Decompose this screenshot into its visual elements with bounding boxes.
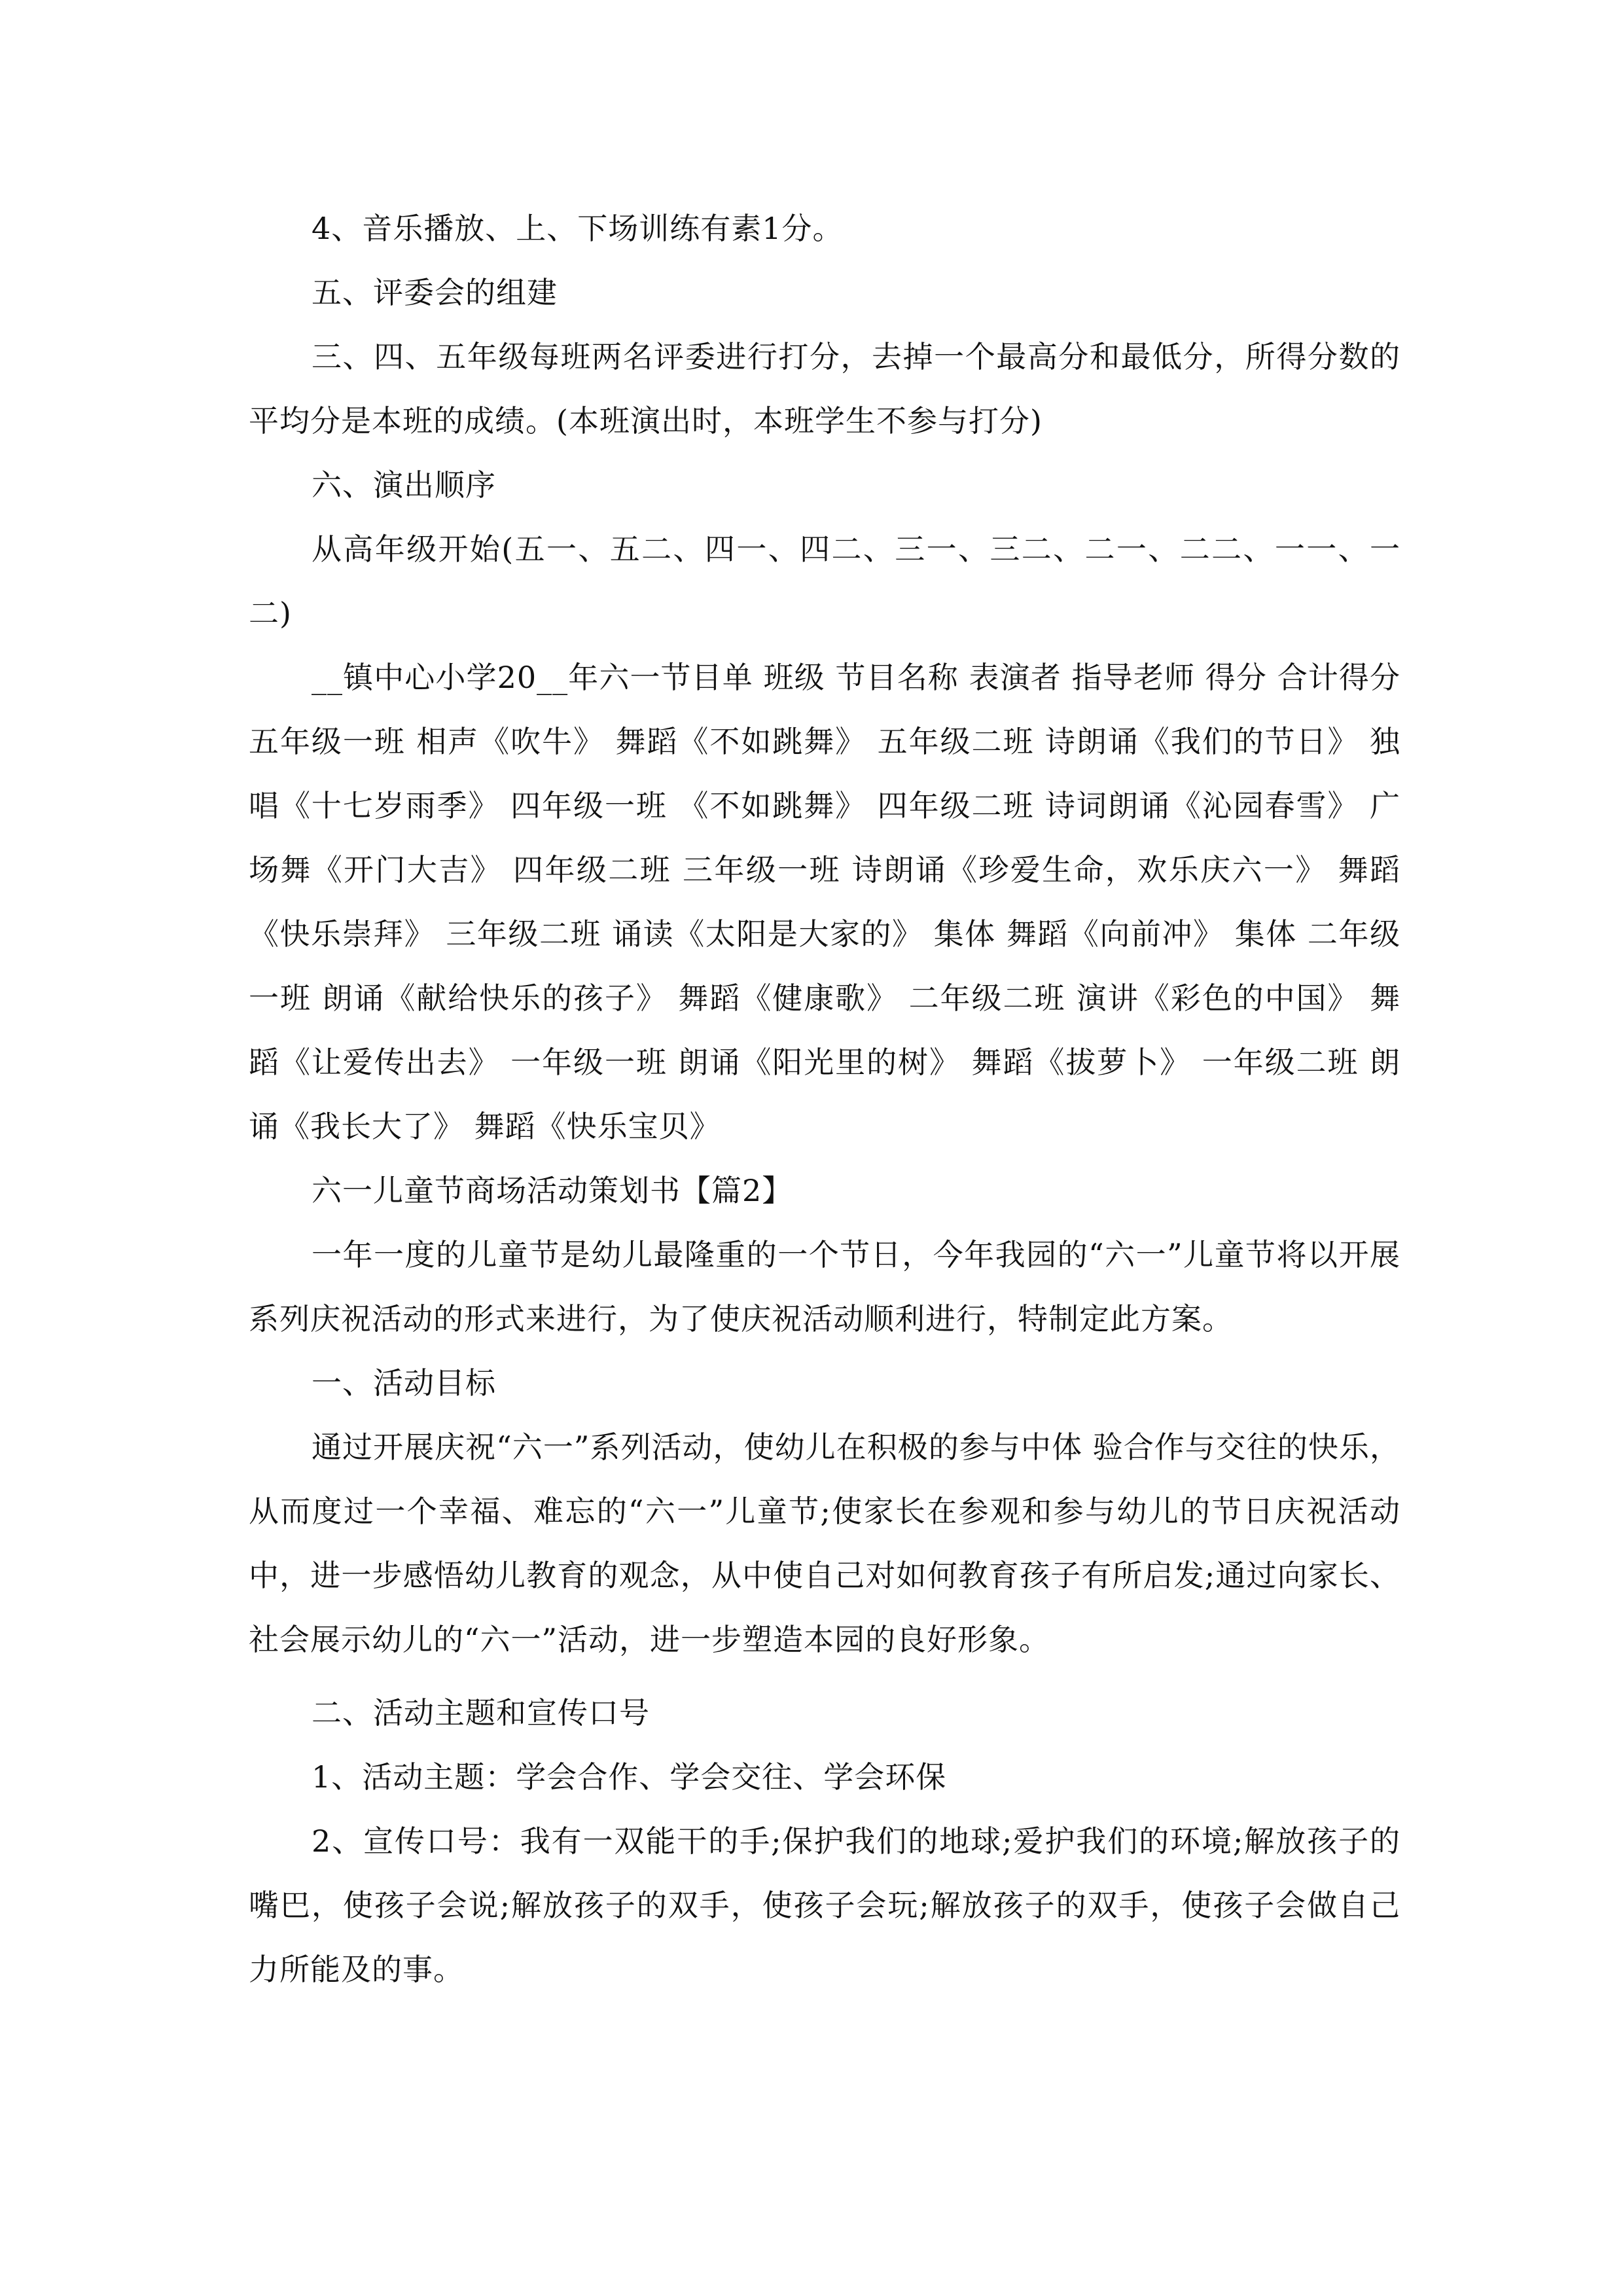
document-page — [249, 196, 1400, 2001]
paragraph-program-list: __镇中心小学20__年六一节目单 班级 节目名称 表演者 指导老师 得分 合计得分 五年级一班 相声《吹牛》 舞蹈《不如跳舞》 五年级二班 诗朗诵《我们的节日》 独唱《十七岁雨季》 四年级一班 《不如跳舞》 四年级二班 诗词朗诵《沁园春雪》 广场舞《开门大吉》 四年级二班 三年级一班 诗朗诵《珍爱生命，欢乐庆六一》 舞蹈《快乐崇拜》 三年级二班 诵读《太阳是大家的》 集体 舞蹈《向前冲》 集体 二年级一班 朗诵《献给快乐的孩子》 舞蹈《健康歌》 二年级二班 演讲《彩色的中国》 舞蹈《让爱传出去》 一年级一班 朗诵《阳光里的树》 舞蹈《拔萝卜》 一年级二班 朗诵《我长大了》 舞蹈《快乐宝贝》 — [249, 660, 1401, 1144]
paragraph-activity-goals: 通过开展庆祝“六一”系列活动，使幼儿在积极的参与中体 验合作与交往的快乐，从而度过一个幸福、难忘的“六一”儿童节;使家长在参观和参与幼儿的节日庆祝活动中，进一步感悟幼儿教育的观念，从中使自己对如何教育孩子有所启发;通过向家长、社会展示幼儿的“六一”活动，进一步塑造本园的良好形象。 — [249, 1429, 1400, 1657]
section-title-part2: 六一儿童节商场活动策划书【篇2】 — [312, 1173, 793, 1208]
paragraph-performance-order: 从高年级开始(五一、五二、四一、四二、三一、三二、二一、二二、一一、一二) — [249, 531, 1400, 631]
heading-activity-goals: 一、活动目标 — [312, 1365, 496, 1401]
paragraph-theme: 1、活动主题：学会合作、学会交往、学会环保 — [312, 1759, 947, 1795]
heading-performance-order: 六、演出顺序 — [312, 467, 496, 503]
paragraph-slogan: 2、宣传口号：我有一双能干的手;保护我们的地球;爱护我们的环境;解放孩子的嘴巴，使孩子会说;解放孩子的双手，使孩子会玩;解放孩子的双手，使孩子会做自己力所能及的事。 — [249, 1823, 1400, 1987]
paragraph-music-score: 4、音乐播放、上、下场训练有素1分。 — [312, 211, 844, 246]
paragraph-judges-scoring: 三、四、五年级每班两名评委进行打分，去掉一个最高分和最低分，所得分数的平均分是本班的成绩。(本班演出时，本班学生不参与打分) — [249, 339, 1400, 439]
heading-judges: 五、评委会的组建 — [312, 275, 558, 310]
paragraph-intro: 一年一度的儿童节是幼儿最隆重的一个节日，今年我园的“六一”儿童节将以开展系列庆祝活动的形式来进行，为了使庆祝活动顺利进行，特制定此方案。 — [249, 1237, 1400, 1336]
heading-theme-slogan: 二、活动主题和宣传口号 — [312, 1695, 650, 1731]
